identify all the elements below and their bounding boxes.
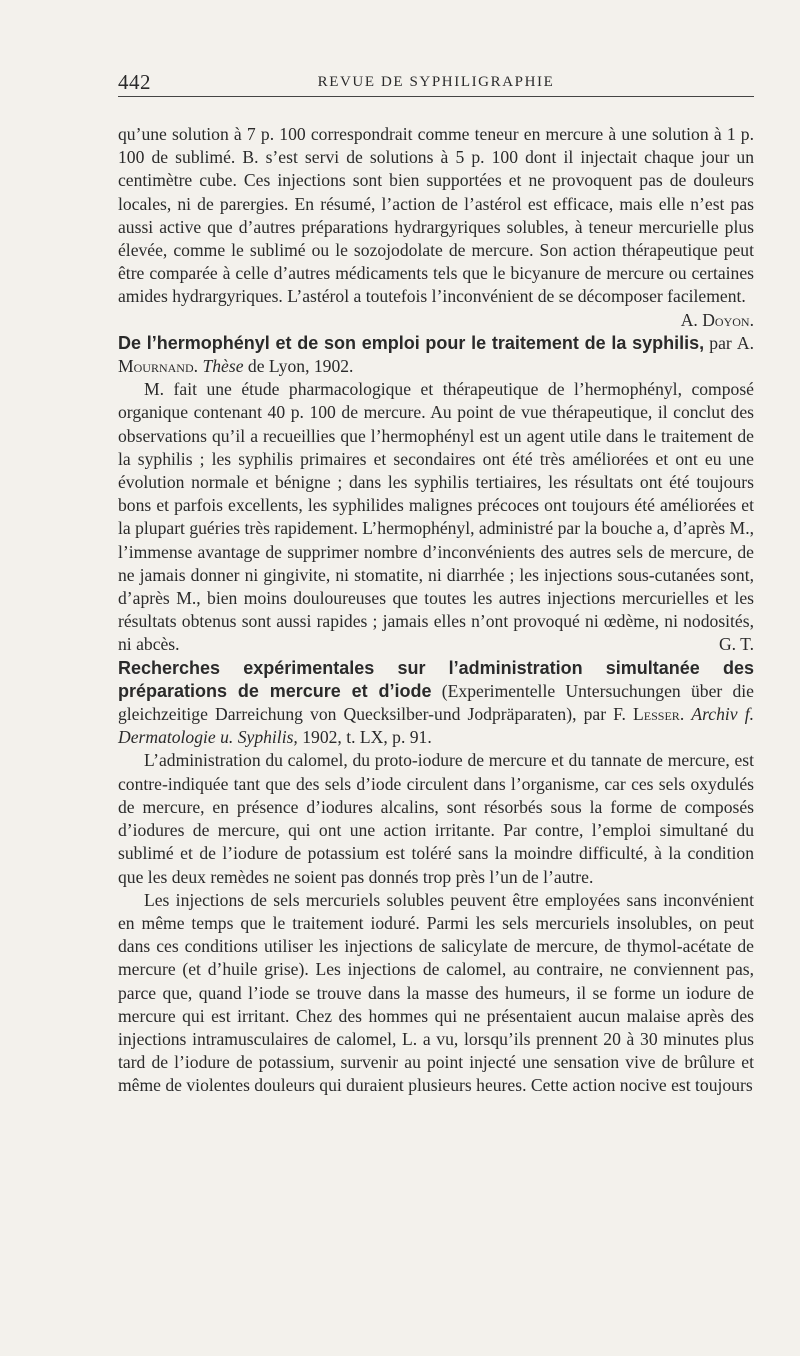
author-name: F. Lesser.	[613, 704, 685, 725]
article-paragraph: L’administration du calomel, du proto-iodure de mercure et du tannate de mercure, est contre-indiquée tant que des sels d’iode circulent dans l’organisme, car ces sels oxydulés de mercure, en présence d’iodures alcalins, sont résorbés sous la forme de composés d’iodures de mercure, qui ont une action irritante. Par contre, l’emploi simultané du sublimé et de l’iodure de potassium est toléré sans la moindre difficulté, à la condition que les deux remèdes ne soient pas donnés trop près l’un de l’autre.	[118, 750, 754, 887]
paragraph-text: M. fait une étude pharmacologique et thérapeutique de l’hermophényl, composé organique contenant 40 p. 100 de mercure. Au point de vue thérapeutique, il conclut des observations qu’il a recueillies que l’hermophényl est un agent utile dans le traitement de la syphilis ; les syphilis primaires et secondaires ont été très améliorées et ont eu une évolution normale et bénigne ; dans les syphilis tertiaires, les résultats ont été toujours bons et parfois excellents, les syphilides malignes précoces ont toujours été améliorées et la plupart guéries très rapidement. L’hermophényl, administré par la bouche a, d’après M., l’immense avantage de supprimer nombre d’inconvénients des autres sels de mercure, de ne jamais donner ni gingivite, ni stomatite, ni diarrhée ; les injections sous-cutanées sont, d’après M., bien moins douloureuses que toutes les autres injections mercurielles et les résultats obtenus sont aussi rapides ; jamais elles n’ont provoqué ni œdème, ni nodosités, ni abcès.	[118, 379, 754, 655]
paragraph-text: qu’une solution à 7 p. 100 correspondrait comme teneur en mercure à une solution à 1 p. 100 de sublimé. B. s’est servi de solutions à 5 p. 100 dont il injectait chaque jour un centimètre cube. Ces injections sont bien supportées et ne provoquent pas de douleurs locales, ni de parergies. En résumé, l’action de l’astérol est efficace, mais elle n’est pas aussi active que d’autres préparations hydrargyriques solubles, à teneur mercurielle plus élevée, comme le sublimé ou le sozojodolate de mercure. Son action thérapeutique peut être comparée à celle d’autres médicaments tels que le bicyanure de mercure ou certaines amides hydrargyriques. L’astérol a toutefois l’inconvénient de se décomposer facilement.	[118, 124, 754, 307]
signature: G. T.	[718, 634, 754, 655]
article-paragraph	[118, 378, 754, 656]
article-paragraph: Les injections de sels mercuriels solubles peuvent être employées sans inconvénient en même temps que le traitement ioduré. Parmi les sels mercuriels insolubles, on peut dans ces conditions utiliser les injections de salicylate de mercure, de thymol-acétate de mercure (et d’huile grise). Les injections de calomel, au contraire, ne conviennent pas, parce que, quand l’iode se trouve dans la masse des humeurs, il se forme un iodure de mercure qui est irritant. Chez des hommes qui ne présentaient aucun malaise après des injections intramusculaires de calomel, L. a vu, lorsqu’ils prennent 20 à 30 minutes plus tard de l’iodure de potassium, survenir au point injecté une sensation vive de brûlure et même de violentes douleurs qui duraient plusieurs heures. Cette action nocive est toujours	[118, 889, 754, 1096]
author-prefix: par	[704, 332, 737, 353]
article-heading	[118, 332, 754, 378]
citation: 1902, t. LX, p. 91.	[297, 727, 432, 748]
signature: A. Doyon.	[680, 309, 754, 330]
article-heading	[118, 657, 754, 750]
page-body	[118, 123, 754, 1098]
author-name: A. Mournand.	[118, 332, 754, 377]
journal-title: REVUE DE SYPHILIGRAPHIE	[317, 74, 555, 90]
running-head	[118, 70, 754, 97]
source-type: Thèse	[202, 356, 244, 377]
article-title: Recherches expérimentales sur l’administration simultanée des préparations de mercure et d’iode	[118, 657, 754, 701]
paragraph-continuation	[118, 123, 754, 330]
page-number: 442	[118, 70, 151, 94]
source-details: de Lyon, 1902.	[243, 356, 354, 377]
article-subtitle: (Experimentelle Untersuchungen über die gleichzeitige Darreichung von Quecksilber-und Jodpräparaten), par	[118, 680, 754, 725]
journal-name: Archiv f. Dermatologie u. Syphilis,	[118, 704, 754, 748]
article-title: De l’hermophényl et de son emploi pour le traitement de la syphilis,	[118, 332, 705, 353]
